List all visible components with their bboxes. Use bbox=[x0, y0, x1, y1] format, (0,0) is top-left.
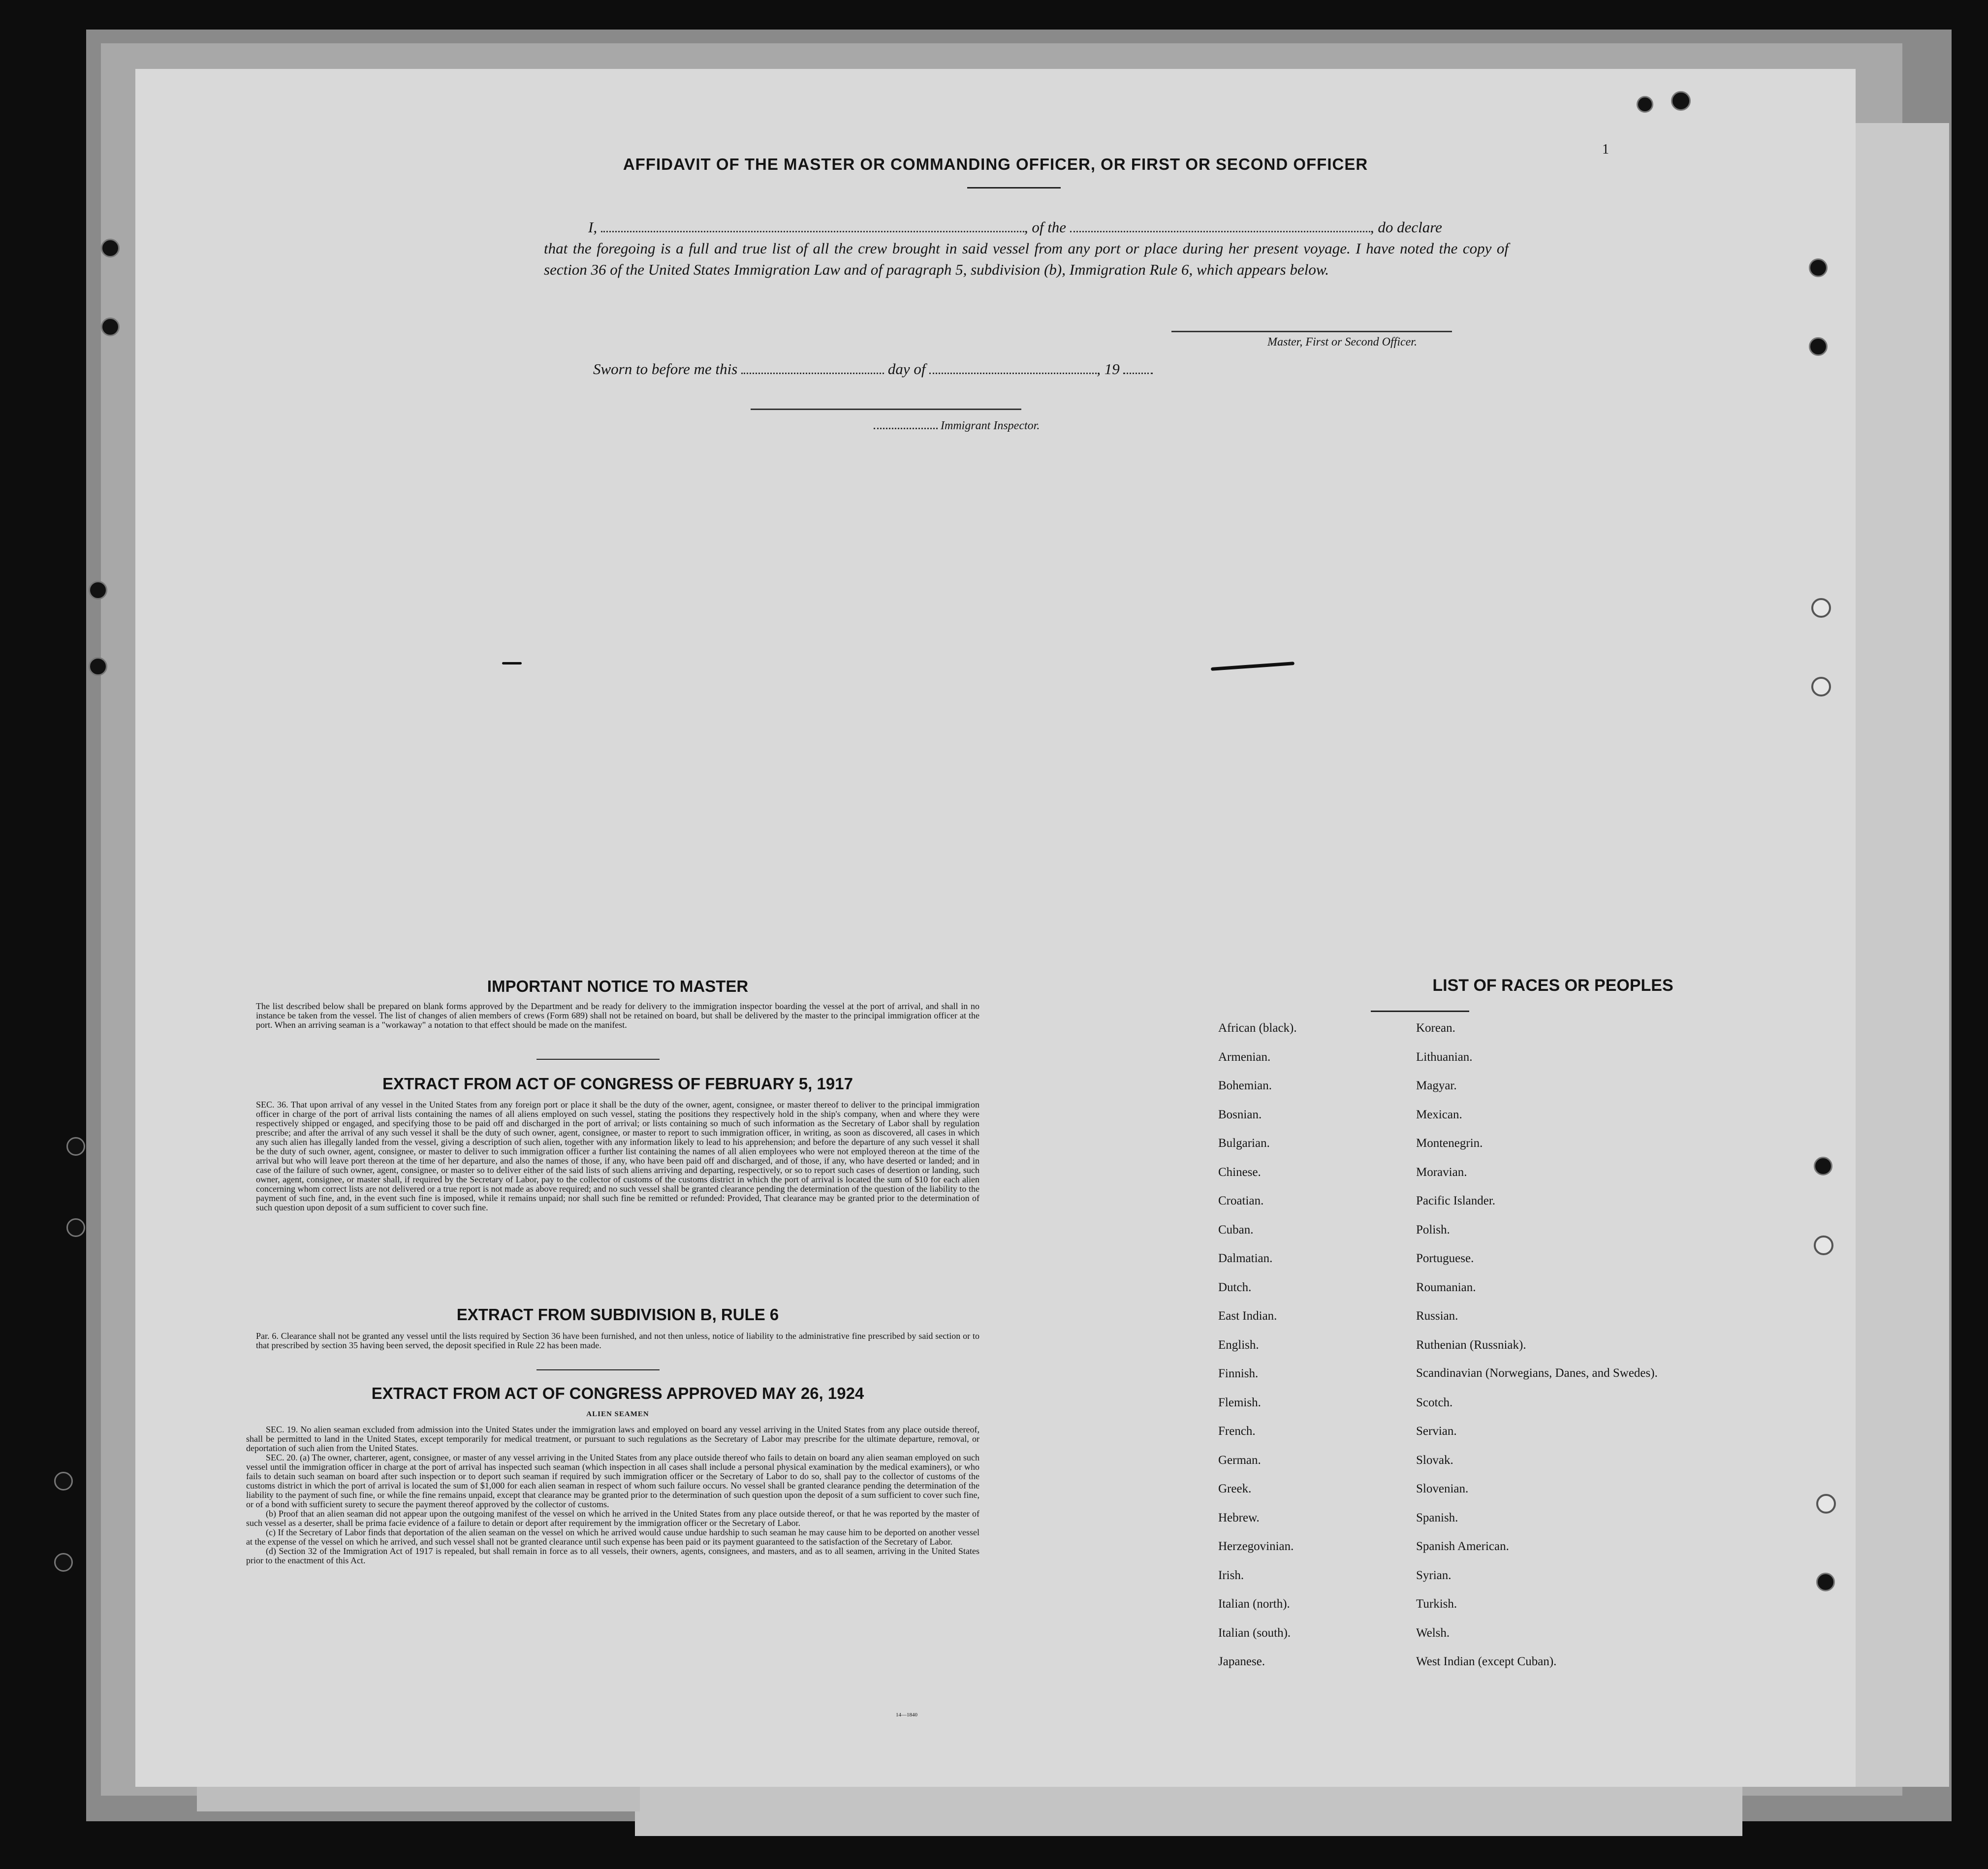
extract-1917-text: SEC. 36. That upon arrival of any vessel in the United States from any foreign port or place it shall be the duty of the owner, agent, consignee, or master thereof to deliver to the principal immigration officer in charge of the port of arrival lists containing the names of all aliens employed on such vessel, stating the positions they respectively hold in the ship's company, when and where they were respectively shipped or engaged, and specifying those to be paid off and discharged in the port of arrival; or lists containing so much of such information as the Secretary of Labor shall by regulation prescribe; and after the arrival of any such vessel it shall be the duty of such owner, agent, consignee, or master to report to such immigration officer, in writing, as soon as discovered, all cases in which any such alien has illegally landed from the vessel, giving a description of such alien, together with any information likely to lead to his apprehension; and before the departure of any such vessel it shall be the duty of such owner, agent, consignee, or master to deliver to such immigration officer a further list containing the names of all alien employees who were not employed thereon at the time of the arrival but who will leave port thereon at the time of her departure, and also the names of those, if any, who have been paid off and discharged, and of those, if any, who have deserted or landed; and in case of the failure of such owner, agent, consignee, or master so to deliver either of the said lists of such aliens arriving and departing, respectively, or so to report such cases of desertion or landing, such owner, agent, consignee, or master shall, if required by the Secretary of Labor, pay to the collector of customs of the customs district in which the port of arrival is located the sum of $10 for each alien concerning whom correct lists are not delivered or a true report is not made as above required; and no such vessel shall be granted clearance pending the determination of the question of the liability to the payment of such fine, and, in the event such fine is imposed, while it remains unpaid; nor shall such fine be remitted or refunded: Provided, That clearance may be granted prior to the determination of such question upon deposit of a sum sufficient to cover such fine. bbox=[256, 1100, 979, 1212]
race-item: Montenegrin. bbox=[1416, 1137, 1483, 1150]
binder-hole bbox=[1814, 1157, 1832, 1175]
race-item: Bohemian. bbox=[1218, 1079, 1272, 1092]
race-item: Spanish American. bbox=[1416, 1540, 1509, 1553]
binder-hole bbox=[1811, 598, 1831, 618]
sworn-year-blank[interactable] bbox=[1123, 361, 1153, 374]
form-number: 14—1840 bbox=[896, 1712, 917, 1718]
binder-hole bbox=[66, 1218, 85, 1237]
binder-hole bbox=[54, 1553, 73, 1572]
races-left-column bbox=[1218, 1021, 1405, 1684]
day-of-text: day of bbox=[887, 360, 926, 378]
race-item: Scandinavian (Norwegians, Danes, and Swedes). bbox=[1416, 1366, 1658, 1380]
binder-hole bbox=[1811, 677, 1831, 697]
race-item: Portuguese. bbox=[1416, 1252, 1474, 1265]
sworn-month-blank[interactable] bbox=[929, 361, 1097, 374]
race-item: Bulgarian. bbox=[1218, 1137, 1270, 1150]
race-item: Italian (south). bbox=[1218, 1626, 1291, 1640]
race-item: Spanish. bbox=[1416, 1511, 1458, 1524]
ink-mark bbox=[1211, 662, 1294, 671]
extract-1924-title: EXTRACT FROM ACT OF CONGRESS APPROVED MAY 26, 1924 bbox=[371, 1384, 864, 1402]
binder-hole bbox=[1637, 96, 1653, 113]
affidavit-declare: , do declare bbox=[1370, 219, 1442, 236]
races-title: LIST OF RACES OR PEOPLES bbox=[1432, 976, 1673, 995]
race-item: Finnish. bbox=[1218, 1367, 1259, 1380]
binder-hole bbox=[89, 657, 107, 676]
inspector-dots bbox=[874, 421, 938, 429]
race-item: Turkish. bbox=[1416, 1597, 1457, 1611]
binder-hole bbox=[1816, 1573, 1835, 1591]
extract-1924-paras bbox=[246, 1425, 979, 1565]
race-item: Roumanian. bbox=[1416, 1280, 1476, 1294]
paragraph: (d) Section 32 of the Immigration Act of 1917 is repealed, but shall remain in force as to all vessels, their owners, agents, consignees, and masters, and as to all seamen, arriving in the United States prior to the enactment of this Act. bbox=[246, 1546, 979, 1565]
race-item: Slovenian. bbox=[1416, 1482, 1469, 1495]
race-item: Polish. bbox=[1416, 1223, 1450, 1236]
binder-hole bbox=[54, 1472, 73, 1490]
rule6-title: EXTRACT FROM SUBDIVISION B, RULE 6 bbox=[456, 1305, 779, 1324]
affidavit-title: AFFIDAVIT OF THE MASTER OR COMMANDING OFFICER, OR FIRST OR SECOND OFFICER bbox=[623, 155, 1368, 173]
race-item: Armenian. bbox=[1218, 1050, 1271, 1064]
race-item: Pacific Islander. bbox=[1416, 1194, 1496, 1207]
race-item: German. bbox=[1218, 1453, 1261, 1467]
race-item: Croatian. bbox=[1218, 1194, 1264, 1207]
binder-hole bbox=[101, 239, 120, 257]
divider bbox=[536, 1369, 660, 1370]
binder-hole bbox=[1809, 258, 1828, 277]
race-item: Chinese. bbox=[1218, 1165, 1261, 1179]
affidavit-of-the: , of the bbox=[1024, 219, 1067, 236]
paragraph: (c) If the Secretary of Labor finds that deportation of the alien seaman on the vessel on which he arrived would cause undue hardship to such seaman he may cause him to be deported on another vessel at the expense of the vessel on which he arrived, and such vessel shall not be granted clearance until such expense has been paid or its payment guaranteed to the satisfaction of the Secretary of Labor. bbox=[246, 1527, 979, 1547]
race-item: Ruthenian (Russniak). bbox=[1416, 1338, 1526, 1352]
master-signature-line[interactable] bbox=[1171, 331, 1452, 332]
race-item: Moravian. bbox=[1416, 1165, 1467, 1179]
race-item: Welsh. bbox=[1416, 1626, 1450, 1640]
binder-hole bbox=[1809, 337, 1828, 356]
race-item: African (black). bbox=[1218, 1021, 1297, 1035]
race-item: Russian. bbox=[1416, 1309, 1458, 1323]
page-mark: 1 bbox=[1602, 142, 1609, 157]
binder-hole bbox=[101, 317, 120, 336]
race-item: Servian. bbox=[1416, 1425, 1457, 1438]
year-text: , 19 bbox=[1097, 360, 1120, 378]
extract-1917-title: EXTRACT FROM ACT OF CONGRESS OF FEBRUARY 5, 1917 bbox=[382, 1075, 853, 1093]
rule6-text: Par. 6. Clearance shall not be granted any vessel until the lists required by Section 36 have been furnished, and not then unless, notice of liability to the administrative fine prescribed by said section or to that prescribed by section 35 having been served, the deposit specified in Rule 22 has been made. bbox=[256, 1331, 979, 1350]
inspector-signature-line[interactable] bbox=[751, 409, 1021, 410]
race-item: Herzegovinian. bbox=[1218, 1540, 1294, 1553]
race-item: Bosnian. bbox=[1218, 1108, 1262, 1121]
race-item: East Indian. bbox=[1218, 1309, 1277, 1323]
binder-hole bbox=[89, 581, 107, 600]
affidavit-i: I, bbox=[588, 219, 598, 236]
race-item: English. bbox=[1218, 1338, 1259, 1352]
divider bbox=[1371, 1011, 1469, 1012]
paragraph: (b) Proof that an alien seaman did not appear upon the outgoing manifest of the vessel on which he arrived in the United States from any place outside thereof, or that he was reported by the master of such vessel as a deserter, shall be prima facie evidence of a failure to detain or deport after requirement by the immigration officer or the Secretary of Labor. bbox=[246, 1509, 979, 1528]
notice-text: The list described below shall be prepared on blank forms approved by the Department and be ready for delivery to the immigration inspector boarding the vessel at the port of arrival, and shall in no instance be taken from the vessel. The list of changes of alien members of crews (Form 689) shall not be retained on board, but shall be delivered by the master to the principal immigration officer at the port. When an arriving seaman is a "workaway" a notation to that effect should be made on the manifest. bbox=[256, 1001, 979, 1030]
master-signature-label: Master, First or Second Officer. bbox=[1267, 336, 1417, 348]
race-item: Greek. bbox=[1218, 1482, 1252, 1495]
notice-title: IMPORTANT NOTICE TO MASTER bbox=[487, 977, 749, 995]
paragraph: SEC. 19. No alien seaman excluded from admission into the United States under the immigration laws and employed on board any vessel arriving in the United States from any place outside thereof, shall be permitted to land in the United States, except temporarily for medical treatment, or pursuant to such regulations as the Secretary of Labor may prescribe for the ultimate departure, removal, or deportation of such alien from the United States. bbox=[246, 1425, 979, 1453]
races-right-column bbox=[1416, 1021, 1692, 1684]
race-item: Mexican. bbox=[1416, 1108, 1462, 1121]
race-item: Magyar. bbox=[1416, 1079, 1457, 1092]
affidavit-form-page bbox=[135, 69, 1856, 1787]
sworn-day-blank[interactable] bbox=[741, 361, 884, 374]
alien-seamen-subtitle: ALIEN SEAMEN bbox=[586, 1410, 649, 1418]
race-item: Japanese. bbox=[1218, 1655, 1265, 1668]
binder-hole bbox=[1816, 1494, 1836, 1514]
race-item: Scotch. bbox=[1416, 1395, 1453, 1409]
race-item: Dutch. bbox=[1218, 1280, 1252, 1294]
race-item: French. bbox=[1218, 1425, 1256, 1438]
race-item: Hebrew. bbox=[1218, 1511, 1260, 1524]
affidavit-body: that the foregoing is a full and true list of all the crew brought in said vessel from any port or place during her present voyage. I have noted the copy of section 36 of the United States Immigration Law and of paragraph 5, subdivision (b), Immigration Rule 6, which appears below. bbox=[544, 240, 1509, 278]
sworn-text: Sworn to before me this bbox=[593, 360, 738, 378]
race-item: West Indian (except Cuban). bbox=[1416, 1655, 1557, 1668]
inspector-signature-label bbox=[874, 419, 1040, 433]
race-item: Italian (north). bbox=[1218, 1597, 1290, 1611]
race-item: Syrian. bbox=[1416, 1568, 1452, 1582]
binder-hole bbox=[1814, 1235, 1833, 1255]
race-item: Lithuanian. bbox=[1416, 1050, 1473, 1064]
race-item: Irish. bbox=[1218, 1568, 1244, 1582]
race-item: Cuban. bbox=[1218, 1223, 1254, 1236]
binder-hole bbox=[1671, 91, 1691, 111]
inspector-label-text: Immigrant Inspector. bbox=[941, 419, 1040, 432]
paragraph: SEC. 20. (a) The owner, charterer, agent, consignee, or master of any vessel arriving in the United States from any place outside thereof who fails to detain on board any alien seaman employed on such vessel until the immigration officer in charge at the port of arrival has inspected such seaman (which inspection in all cases shall include a personal physical examination by the medical examiners), or who fails to detain such seaman on board after such inspection or to deport such seaman if required by such immigration officer or the Secretary of Labor to do so, shall pay to the collector of customs of the customs district in which the port of arrival is located the sum of $1,000 for each alien seaman in respect of whom such failure occurs. No vessel shall be granted clearance pending the determination of the liability to the payment of such fine, or while the fine remains unpaid, except that clearance may be granted prior to the determination of such question upon the deposit of a sum sufficient to cover such fine, or of a bond with sufficient surety to secure the payment thereof approved by the collector of customs. bbox=[246, 1453, 979, 1509]
race-item: Dalmatian. bbox=[1218, 1252, 1273, 1265]
race-item: Flemish. bbox=[1218, 1395, 1261, 1409]
race-item: Slovak. bbox=[1416, 1453, 1453, 1467]
divider bbox=[536, 1059, 660, 1060]
race-item: Korean. bbox=[1416, 1021, 1455, 1035]
name-blank[interactable] bbox=[601, 219, 1024, 232]
affidavit-statement bbox=[544, 217, 1509, 280]
sworn-line bbox=[593, 358, 1282, 380]
ink-mark bbox=[502, 662, 522, 665]
vessel-blank[interactable] bbox=[1070, 219, 1370, 232]
divider bbox=[967, 187, 1061, 189]
binder-hole bbox=[66, 1137, 85, 1156]
